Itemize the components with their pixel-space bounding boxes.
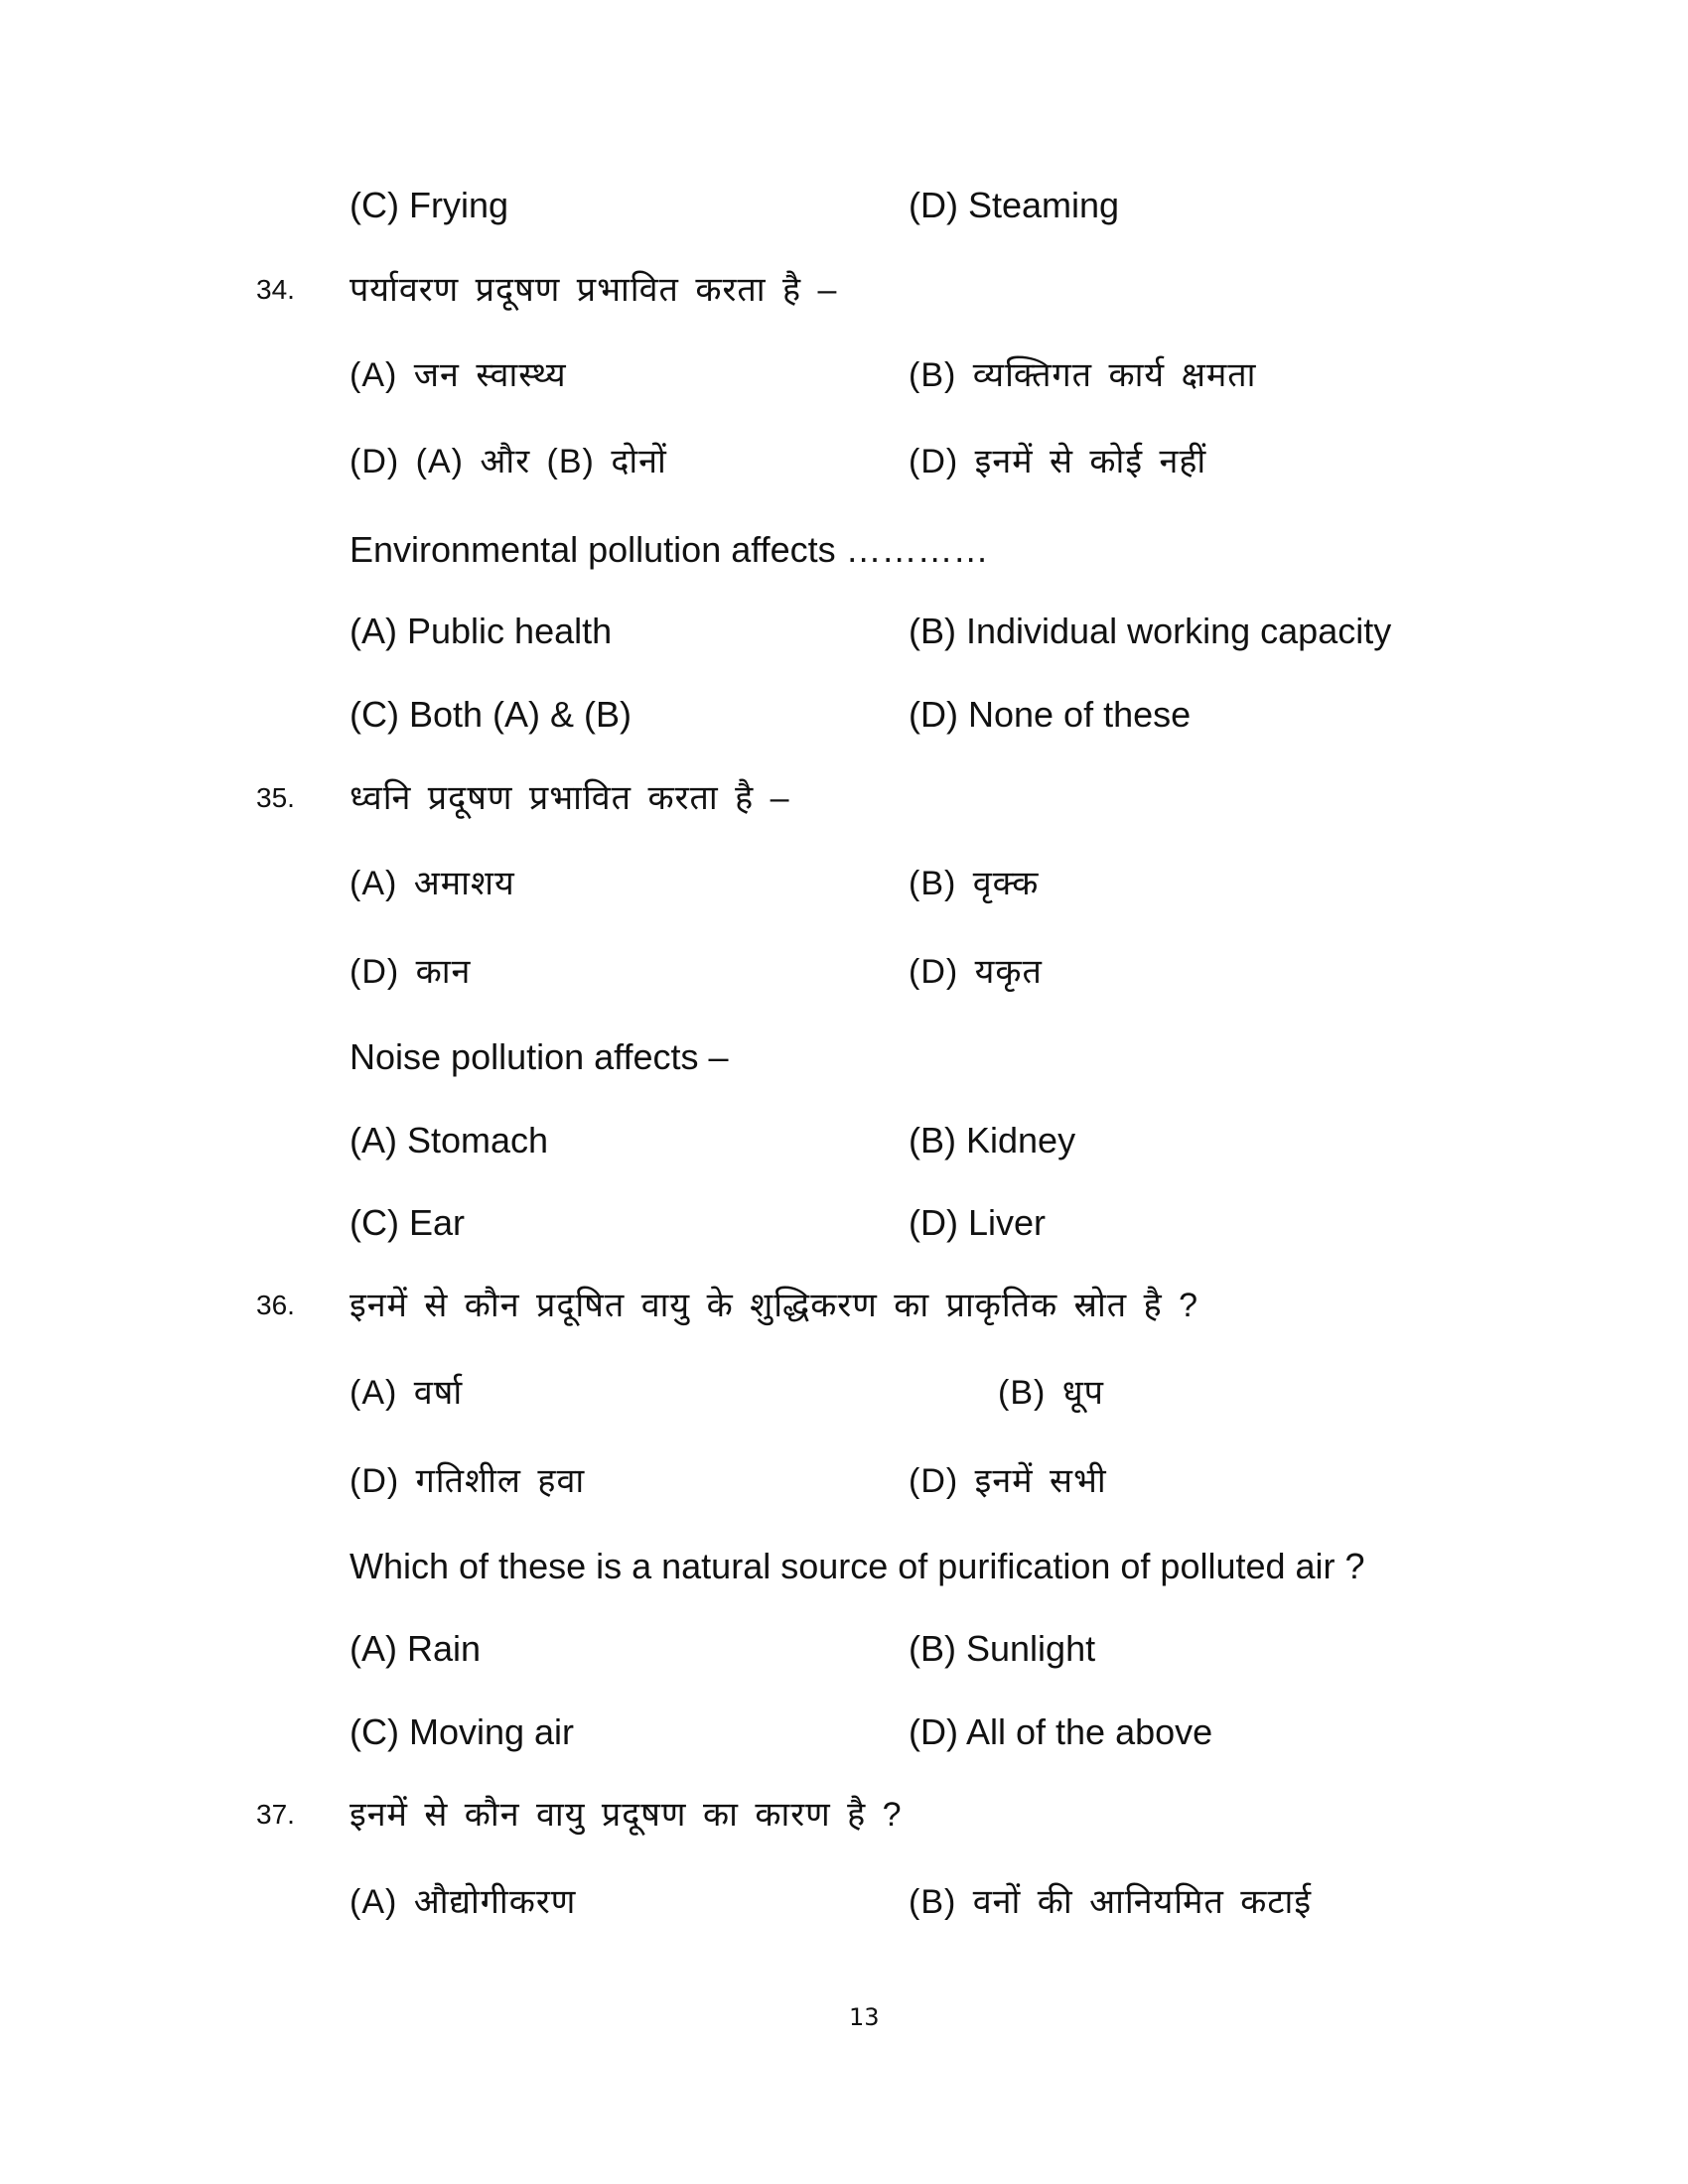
q36-hindi-option-d: (D) इनमें सभी [909, 1462, 1107, 1500]
question-number-35: 35. [256, 782, 295, 813]
q36-english-option-c: (C) Moving air [350, 1711, 575, 1752]
q34-english-stem: Environmental pollution affects ………… [350, 529, 989, 570]
q37-hindi-option-b: (B) वनों की आनियमित कटाई [909, 1883, 1313, 1921]
q36-hindi-stem: इनमें से कौन प्रदूषित वायु के शुद्धिकरण का प्राकृतिक स्रोत है ? [350, 1287, 1199, 1324]
q37-hindi-stem: इनमें से कौन वायु प्रदूषण का कारण है ? [350, 1796, 903, 1834]
q35-hindi-option-c: (D) कान [350, 953, 472, 991]
q34-english-option-d: (D) None of these [909, 694, 1192, 735]
q33-option-d: (D) Steaming [909, 185, 1120, 225]
q34-hindi-option-c: (D) (A) और (B) दोनों [350, 443, 667, 480]
q36-english-option-b: (B) Sunlight [909, 1628, 1096, 1669]
q35-english-option-d: (D) Liver [909, 1202, 1047, 1243]
q35-english-option-c: (C) Ear [350, 1202, 465, 1243]
q35-hindi-option-a: (A) अमाशय [350, 865, 515, 902]
q34-english-option-a: (A) Public health [350, 611, 613, 651]
q34-english-option-c: (C) Both (A) & (B) [350, 694, 633, 735]
q34-english-option-b: (B) Individual working capacity [909, 611, 1392, 651]
q36-english-option-d: (D) All of the above [909, 1711, 1213, 1752]
q34-hindi-stem: पर्यावरण प्रदूषण प्रभावित करता है – [350, 271, 838, 309]
q35-english-option-a: (A) Stomach [350, 1120, 549, 1160]
q36-hindi-option-b: (B) धूप [998, 1374, 1104, 1412]
q34-hindi-option-a: (A) जन स्वास्थ्य [350, 356, 567, 394]
q35-english-stem: Noise pollution affects – [350, 1036, 729, 1077]
question-number-36: 36. [256, 1290, 295, 1320]
q36-hindi-option-a: (A) वर्षा [350, 1374, 464, 1412]
question-number-37: 37. [256, 1799, 295, 1830]
q35-hindi-stem: ध्वनि प्रदूषण प्रभावित करता है – [350, 779, 790, 817]
q35-english-option-b: (B) Kidney [909, 1120, 1076, 1160]
q35-hindi-option-b: (B) वृक्क [909, 865, 1040, 902]
q34-hindi-option-d: (D) इनमें से कोई नहीं [909, 443, 1207, 480]
q37-hindi-option-a: (A) औद्योगीकरण [350, 1883, 577, 1921]
q36-english-option-a: (A) Rain [350, 1628, 482, 1669]
q33-option-c: (C) Frying [350, 185, 508, 225]
question-number-34: 34. [256, 274, 295, 305]
q34-hindi-option-b: (B) व्यक्तिगत कार्य क्षमता [909, 356, 1257, 394]
page-number: 13 [849, 2003, 880, 2031]
q35-hindi-option-d: (D) यकृत [909, 953, 1043, 991]
q36-hindi-option-c: (D) गतिशील हवा [350, 1462, 586, 1500]
q36-english-stem: Which of these is a natural source of purification of polluted air ? [350, 1546, 1365, 1586]
